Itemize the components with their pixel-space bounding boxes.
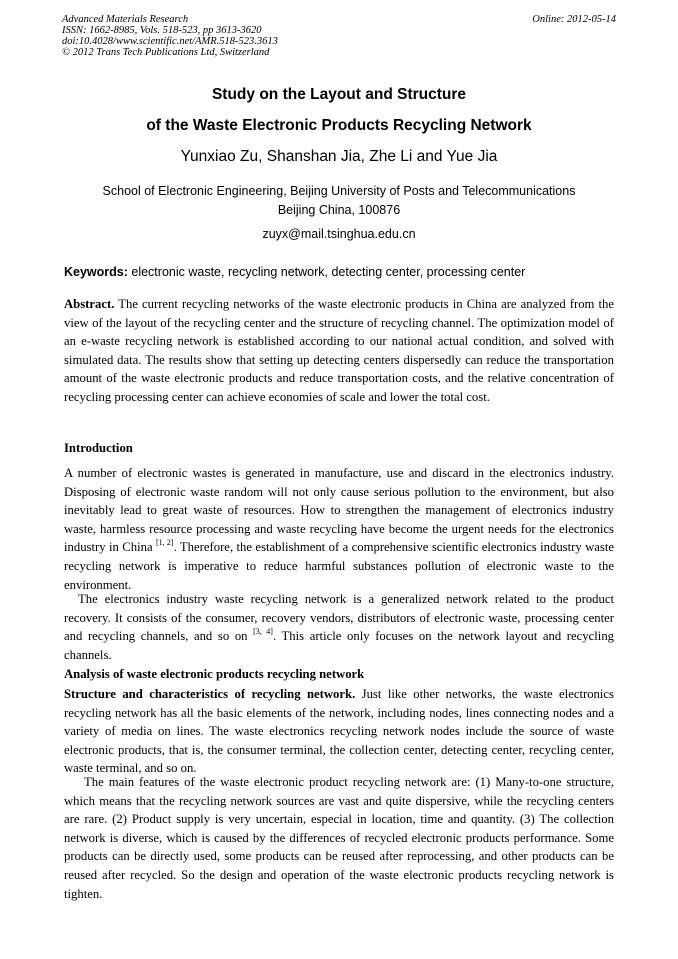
introduction-paragraph-1 bbox=[64, 464, 614, 594]
intro-p1-text-a: A number of electronic wastes is generated in manufacture, use and discard in the electronics industry. Disposing of electronic waste random will not only cause serious pollution to the environment, but also inevitably lead to great waste of resources. How to strengthen the management of electronics industry waste, harmless resource processing and waste recycling have become the urgent needs for the electronics industry in China bbox=[64, 466, 614, 555]
keywords-text: electronic waste, recycling network, detecting center, processing center bbox=[127, 265, 526, 279]
journal-issn: ISSN: 1662-8985, Vols. 518-523, pp 3613-3620 bbox=[62, 25, 262, 36]
paper-title-line-1: Study on the Layout and Structure bbox=[211, 86, 467, 103]
keywords bbox=[64, 265, 616, 279]
journal-name: Advanced Materials Research bbox=[62, 14, 189, 25]
online-date: Online: 2012-05-14 bbox=[532, 14, 616, 25]
citation-3-4: [3, 4] bbox=[253, 627, 273, 637]
keywords-label: Keywords: bbox=[64, 265, 128, 279]
citation-1-2: [1, 2] bbox=[156, 538, 174, 548]
introduction-paragraph-2 bbox=[64, 590, 614, 664]
analysis-paragraph-2: The main features of the waste electronic product recycling network are: (1) Many-to-one structure, which means that the recycling network sources are vast and quite dispersive, while the recycling centers are rare. (2) Product supply is very uncertain, especial in location, time and quantity. (3) The collection network is diverse, which is caused by the differences of recycled electronic products performance. Some products can be directly used, some products can be reused after reprocessing, and other products can be reused after recycled. So the design and operation of the waste electronic products recycling network is tighten. bbox=[64, 775, 614, 901]
analysis-p1-text: Just like other networks, the waste electronics recycling network has all the basic elements of the network, including nodes, lines connecting nodes and a variety of media on lines. The waste electronics recycling network nodes include the source of waste electronic products, that is, the consumer terminal, the collection center, detecting center, recycling center, waste terminal, and so on. bbox=[64, 687, 614, 776]
affiliation-line-2: Beijing China, 100876 bbox=[277, 203, 401, 217]
intro-p1-text-b: . Therefore, the establishment of a comprehensive scientific electronics industry waste recycling network is imperative to reduce harmful substances pollution of electronic waste to the environment. bbox=[64, 540, 615, 592]
analysis-paragraph-1 bbox=[64, 685, 614, 778]
analysis-heading: Analysis of waste electronic products recycling network bbox=[64, 667, 365, 681]
journal-doi: doi:10.4028/www.scientific.net/AMR.518-523.3613 bbox=[62, 36, 278, 47]
journal-info bbox=[62, 14, 278, 58]
affiliation-line-1: School of Electronic Engineering, Beijing University of Posts and Telecommunications bbox=[102, 184, 576, 198]
abstract-text: The current recycling networks of the waste electronic products in China are analyzed from the view of the layout of the recycling center and the structure of recycling channel. The optimization model of an e-waste recycling network is established according to our national actual condition, and solved with simulated data. The results show that setting up detecting centers dispersedly can reduce the transportation amount of the waste electronic products and reduce transportation costs, and the relative concentration of recycling processing center can achieve economies of scale and lower the total cost. bbox=[64, 297, 614, 404]
author-email: zuyx@mail.tsinghua.edu.cn bbox=[262, 227, 416, 241]
abstract bbox=[64, 295, 614, 407]
intro-p2-text-b: . This article only focuses on the network layout and recycling channels. bbox=[64, 629, 615, 662]
structure-subheading: Structure and characteristics of recycling network. bbox=[64, 687, 356, 701]
journal-copyright: © 2012 Trans Tech Publications Ltd, Switzerland bbox=[62, 47, 270, 58]
paper-title-line-2: of the Waste Electronic Products Recycling Network bbox=[146, 117, 532, 134]
intro-p2-text-a: The electronics industry waste recycling network is a generalized network related to the product recovery. It consists of the consumer, recovery vendors, distributors of electronic waste, processing center and recycling channels, and so on bbox=[64, 592, 614, 644]
paper-authors: Yunxiao Zu, Shanshan Jia, Zhe Li and Yue Jia bbox=[180, 148, 498, 165]
abstract-label: Abstract. bbox=[64, 297, 115, 311]
introduction-heading: Introduction bbox=[64, 441, 133, 455]
